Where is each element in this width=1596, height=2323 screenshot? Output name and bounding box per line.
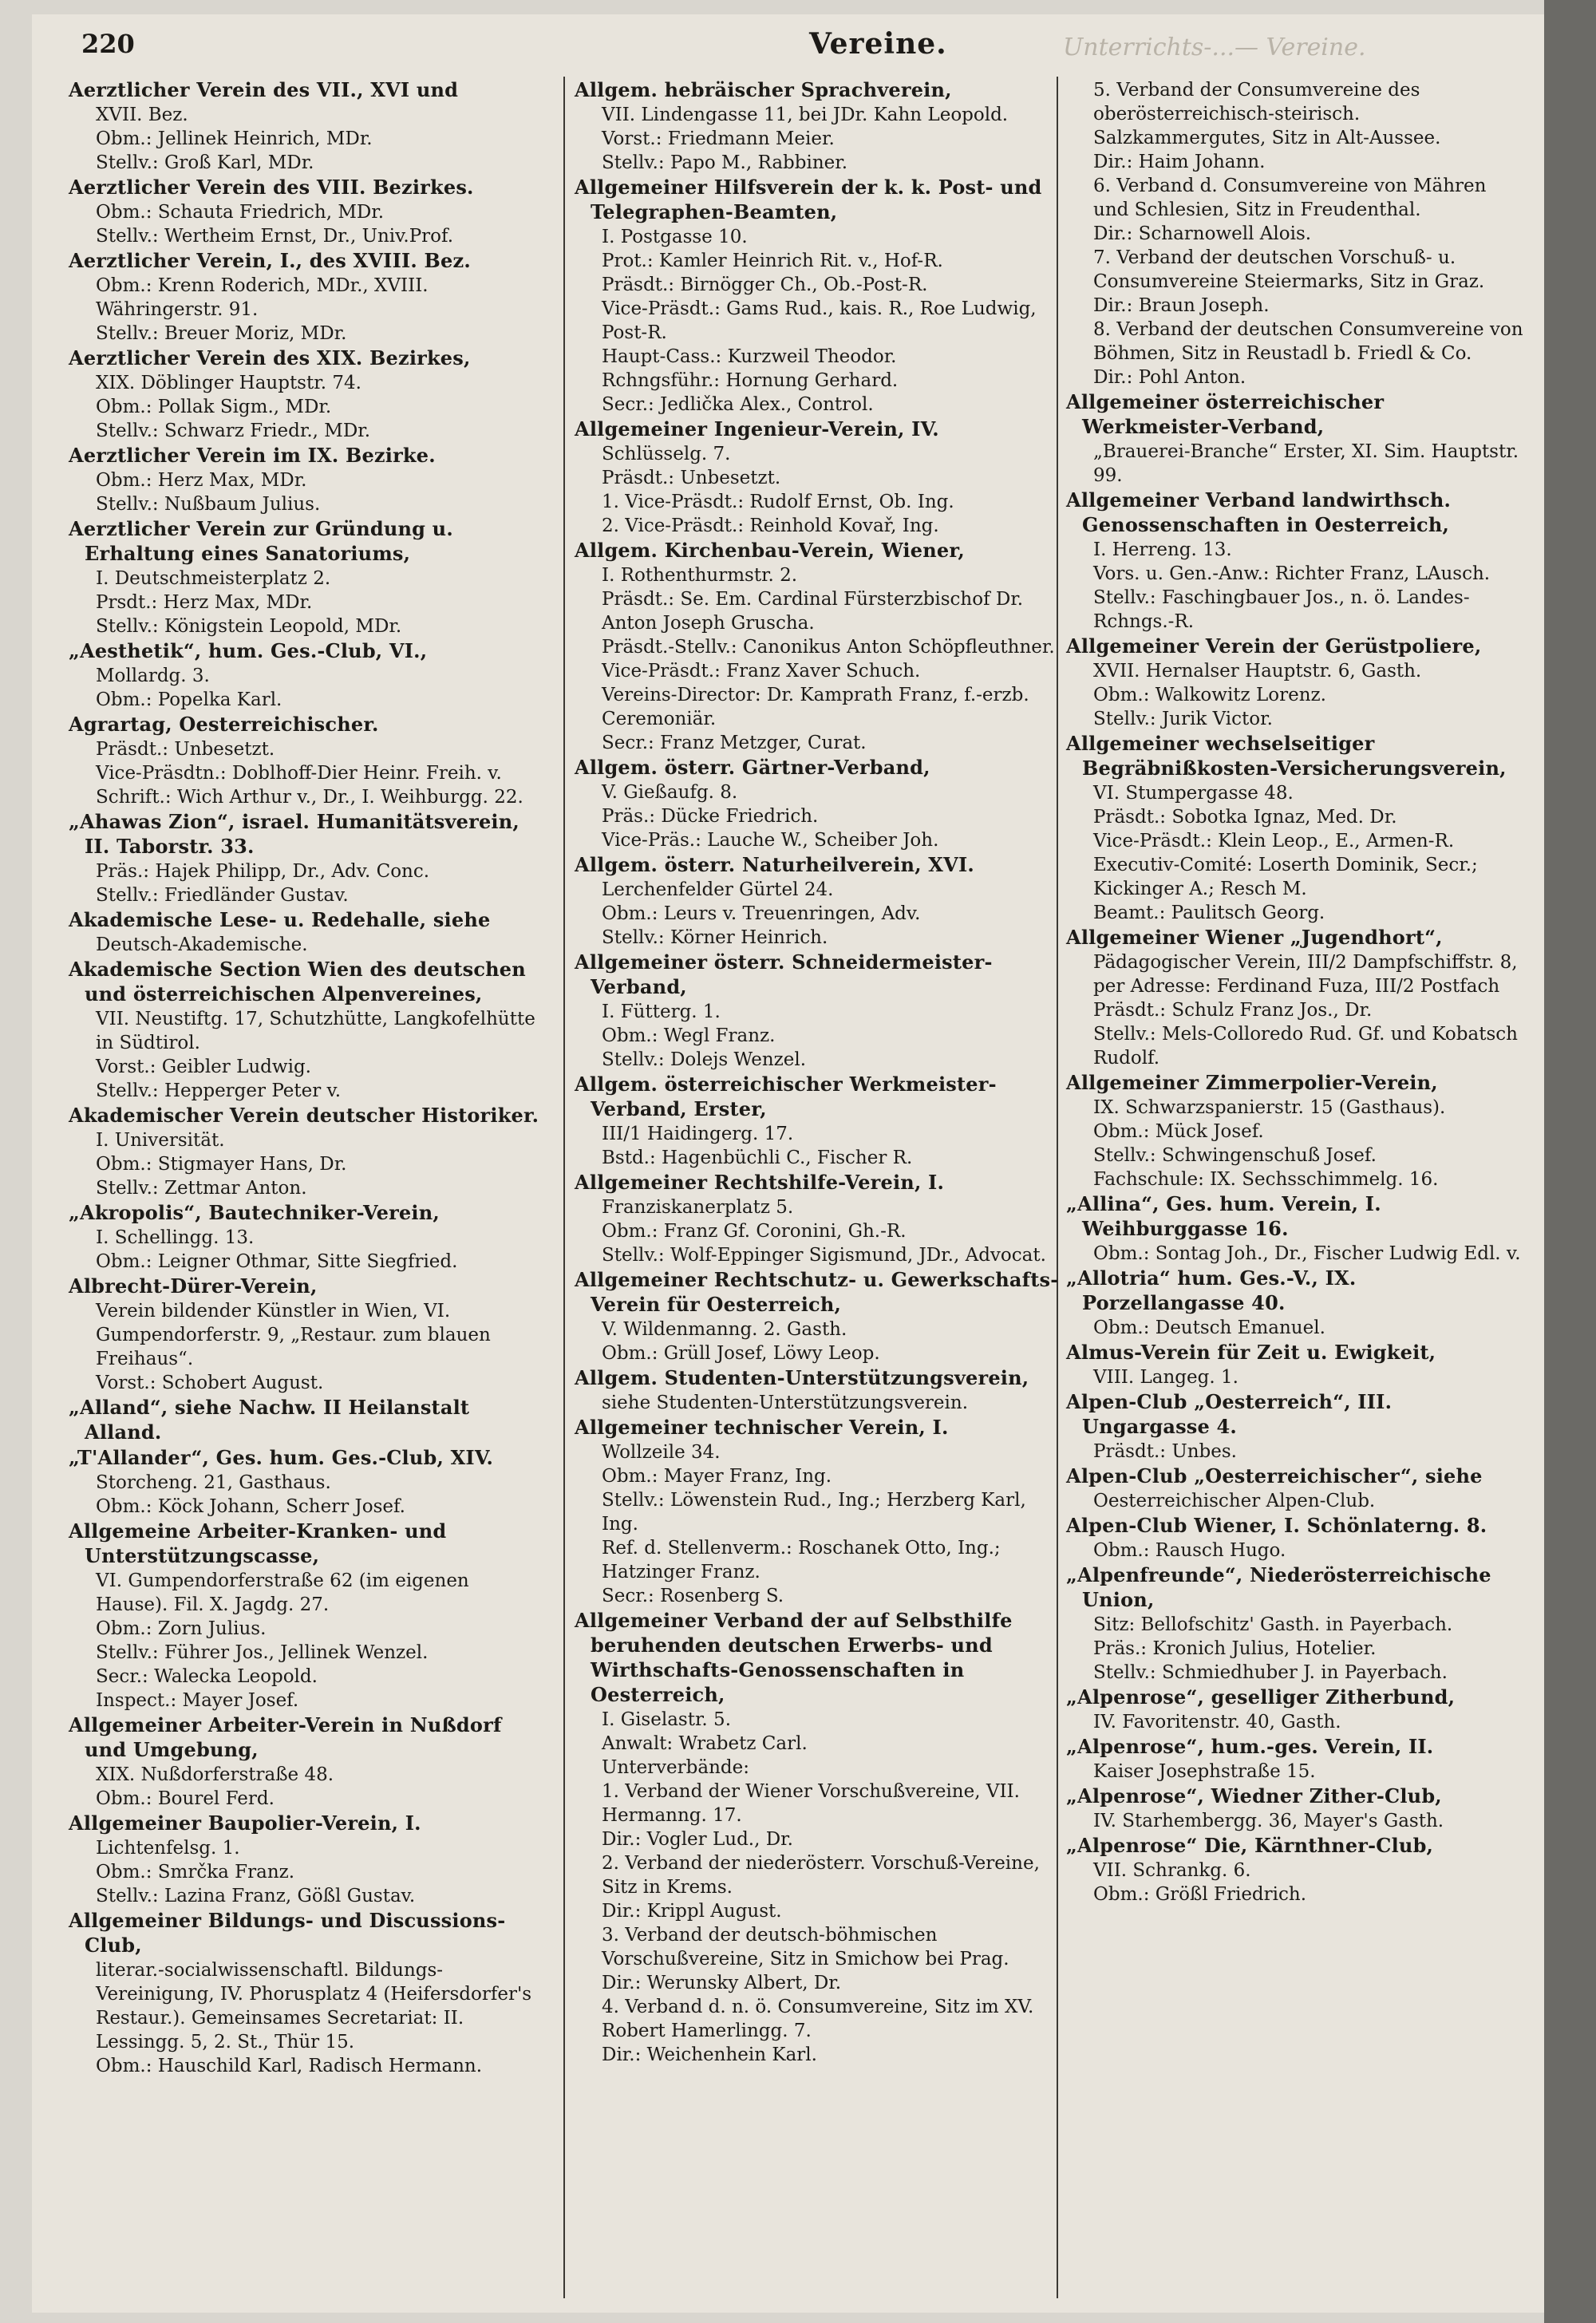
entry-line: Präs.: Kronich Julius, Hotelier.: [1093, 1638, 1377, 1659]
entry-line: Stellv.: Friedländer Gustav.: [96, 885, 349, 906]
entry-line: 2. Vice-Präsdt.: Reinhold Kovař, Ing.: [602, 516, 939, 536]
entry-line: Verein bildender Künstler in Wien, VI. Gumpendorferstr. 9, „Restaur. zum blauen Freihaus“.: [96, 1301, 491, 1369]
entry-line: Stellv.: Breuer Moriz, MDr.: [96, 323, 347, 344]
entry-line: Obm.: Herz Max, MDr.: [96, 470, 307, 491]
entry-heading: Aerztlicher Verein des VIII. Bezirkes.: [69, 176, 474, 199]
entry-heading: „Allina“, Ges. hum. Verein, I. Weihburggasse 16.: [1066, 1192, 1381, 1240]
entry-line: 1. Vice-Präsdt.: Rudolf Ernst, Ob. Ing.: [602, 492, 954, 512]
directory-entry: [575, 176, 1060, 417]
entry-line: V. Gießaufg. 8.: [602, 782, 738, 803]
entry-line: Vorst.: Schobert August.: [96, 1373, 324, 1393]
entry-line: Lerchenfelder Gürtel 24.: [602, 879, 834, 900]
entry-line: Präsdt.: Unbes.: [1093, 1441, 1237, 1462]
entry-line: XIX. Nußdorferstraße 48.: [96, 1764, 334, 1785]
entry-line: V. Wildenmanng. 2. Gasth.: [602, 1319, 847, 1340]
entry-heading: „Aesthetik“, hum. Ges.-Club, VI.,: [69, 639, 428, 662]
entry-line: Stellv.: Wertheim Ernst, Dr., Univ.Prof.: [96, 226, 454, 247]
directory-entry: [69, 1274, 546, 1395]
column-divider: [563, 77, 565, 2298]
entry-line: Obm.: Schauta Friedrich, MDr.: [96, 202, 385, 223]
entry-line: Prot.: Kamler Heinrich Rit. v., Hof-R.: [602, 251, 943, 271]
entry-line: Secr.: Franz Metzger, Curat.: [602, 733, 867, 753]
entry-line: Dir.: Weichenhein Karl.: [602, 2044, 817, 2065]
entry-heading: Agrartag, Oesterreichischer.: [69, 713, 379, 736]
entry-line: VII. Lindengasse 11, bei JDr. Kahn Leopold.: [602, 105, 1009, 125]
entry-line: Stellv.: Jurik Victor.: [1093, 709, 1273, 729]
directory-entry: [575, 1416, 1060, 1608]
entry-line: Stellv.: Faschingbauer Jos., n. ö. Landes-Rchngs.-R.: [1093, 587, 1470, 632]
entry-heading: Akademische Section Wien des deutschen und österreichischen Alpenvereines,: [69, 958, 526, 1005]
entry-line: Präsdt.-Stellv.: Canonikus Anton Schöpfleuthner.: [602, 637, 1055, 658]
entry-line: 2. Verband der niederösterr. Vorschuß-Vereine, Sitz in Krems.: [602, 1853, 1040, 1898]
entry-line: Obm.: Franz Gf. Coronini, Gh.-R.: [602, 1221, 907, 1242]
entry-line: Ref. d. Stellenverm.: Roschanek Otto, Ing.; Hatzinger Franz.: [602, 1538, 1001, 1582]
entry-line: Vice-Präsdt.: Klein Leop., E., Armen-R.: [1093, 831, 1455, 851]
entry-heading: Albrecht-Dürer-Verein,: [69, 1274, 318, 1298]
page-title: Vereine.: [809, 27, 947, 61]
directory-entry: [69, 958, 546, 1103]
entry-line: Storcheng. 21, Gasthaus.: [96, 1472, 331, 1493]
entry-heading: Allgemeiner technischer Verein, I.: [575, 1416, 949, 1439]
directory-entry: [1066, 78, 1525, 389]
entry-heading: Allgem. Studenten-Unterstützungsverein,: [575, 1366, 1029, 1389]
entry-heading: Allgemeiner Verband der auf Selbsthilfe beruhenden deutschen Erwerbs- und Wirthschafts-Genossenschaften in Oesterreich,: [575, 1609, 1013, 1706]
entry-line: Vice-Präsdt.: Franz Xaver Schuch.: [602, 661, 921, 681]
entry-line: I. Schellingg. 13.: [96, 1227, 255, 1248]
directory-entry: [575, 1171, 1060, 1267]
bleed-through-text: Unterrichts-...— Vereine.: [1063, 34, 1366, 61]
entry-line: Vice-Präsdt.: Gams Rud., kais. R., Roe Ludwig, Post-R.: [602, 298, 1037, 343]
entry-heading: Allgem. hebräischer Sprachverein,: [575, 78, 952, 101]
entry-line: I. Deutschmeisterplatz 2.: [96, 568, 331, 589]
entry-line: Obm.: Größl Friedrich.: [1093, 1884, 1307, 1905]
entry-line: I. Universität.: [96, 1130, 225, 1151]
directory-entry: [69, 1713, 546, 1811]
entry-line: Vorst.: Geibler Ludwig.: [96, 1057, 311, 1077]
entry-line: Präsdt.: Sobotka Ignaz, Med. Dr.: [1093, 807, 1397, 828]
entry-line: Stellv.: Wolf-Eppinger Sigismund, JDr., Advocat.: [602, 1245, 1046, 1266]
column-right: [1066, 78, 1525, 2307]
directory-entry: [69, 639, 546, 712]
entry-line: Vereins-Director: Dr. Kamprath Franz, f.-erzb. Ceremoniär.: [602, 685, 1029, 729]
entry-line: XVII. Bez.: [96, 105, 188, 125]
directory-entry: [1066, 634, 1525, 731]
entry-line: Präsdt.: Unbesetzt.: [96, 739, 275, 760]
entry-line: Obm.: Pollak Sigm., MDr.: [96, 397, 332, 417]
entry-heading: Allgemeiner österr. Schneidermeister-Verband,: [575, 950, 993, 998]
entry-line: Vors. u. Gen.-Anw.: Richter Franz, LAusch.: [1093, 563, 1491, 584]
directory-entry: [575, 1366, 1060, 1415]
entry-line: 6. Verband d. Consumvereine von Mähren und Schlesien, Sitz in Freudenthal.: [1093, 176, 1487, 220]
entry-line: Stellv.: Schmiedhuber J. in Payerbach.: [1093, 1662, 1448, 1683]
entry-line: Präsdt.: Schulz Franz Jos., Dr.: [1093, 1000, 1373, 1021]
directory-entry: [69, 517, 546, 638]
directory-entry: [69, 444, 546, 516]
directory-entry: [1066, 1266, 1525, 1340]
directory-entry: [69, 1396, 546, 1445]
entry-heading: Allgemeiner Baupolier-Verein, I.: [69, 1811, 421, 1835]
entry-heading: Allgemeiner Rechtschutz- u. Gewerkschafts-Verein für Oesterreich,: [575, 1268, 1059, 1316]
entry-line: Obm.: Rausch Hugo.: [1093, 1540, 1286, 1561]
entry-heading: Allgemeiner Wiener „Jugendhort“,: [1066, 926, 1443, 949]
entry-line: Obm.: Wegl Franz.: [602, 1025, 776, 1046]
directory-entry: [69, 1446, 546, 1519]
entry-line: literar.-socialwissenschaftl. Bildungs-Vereinigung, IV. Phorusplatz 4 (Heifersdorfer's Restaur.). Gemeinsames Secretariat: II. Lessingg. 5, 2. St., Thür 15.: [96, 1960, 532, 2052]
entry-heading: Alpen-Club „Oesterreich“, III. Ungargasse 4.: [1066, 1390, 1393, 1438]
entry-line: Präsdt.: Birnögger Ch., Ob.-Post-R.: [602, 275, 928, 295]
directory-entry: [575, 950, 1060, 1072]
directory-entry: [1066, 1735, 1525, 1784]
entry-line: Obm.: Hauschild Karl, Radisch Hermann.: [96, 2056, 483, 2076]
entry-heading: „Alpenrose“ Die, Kärnthner-Club,: [1066, 1834, 1434, 1857]
entry-line: VI. Gumpendorferstraße 62 (im eigenen Hause). Fil. X. Jagdg. 27.: [96, 1570, 469, 1615]
entry-line: Obm.: Jellinek Heinrich, MDr.: [96, 128, 373, 149]
entry-line: VII. Neustiftg. 17, Schutzhütte, Langkofelhütte in Südtirol.: [96, 1009, 535, 1053]
directory-entry: [69, 1909, 546, 2078]
entry-line: Franziskanerplatz 5.: [602, 1197, 794, 1218]
entry-line: Fachschule: IX. Sechsschimmelg. 16.: [1093, 1169, 1439, 1190]
entry-line: Mollardg. 3.: [96, 666, 210, 686]
directory-entry: [69, 78, 546, 175]
entry-line: Präsdt.: Se. Em. Cardinal Fürsterzbischof Dr. Anton Joseph Gruscha.: [602, 589, 1024, 634]
directory-entry: [1066, 1784, 1525, 1833]
entry-heading: „Alpenrose“, hum.-ges. Verein, II.: [1066, 1735, 1434, 1758]
directory-entry: [1066, 1514, 1525, 1562]
entry-heading: Allgem. österr. Gärtner-Verband,: [575, 756, 930, 779]
entry-heading: „Alland“, siehe Nachw. II Heilanstalt Alland.: [69, 1396, 470, 1444]
directory-entry: [1066, 1834, 1525, 1906]
entry-line: Präs.: Hajek Philipp, Dr., Adv. Conc.: [96, 861, 430, 882]
entry-line: 5. Verband der Consumvereine des oberösterreichisch-steirisch. Salzkammergutes, Sitz in Alt-Aussee.: [1093, 80, 1441, 148]
directory-entry: [1066, 390, 1525, 488]
entry-line: Stellv.: Löwenstein Rud., Ing.; Herzberg Karl, Ing.: [602, 1490, 1026, 1535]
entry-line: Obm.: Deutsch Emanuel.: [1093, 1318, 1325, 1338]
entry-line: Obm.: Krenn Roderich, MDr., XVIII. Währingerstr. 91.: [96, 275, 429, 320]
directory-entry: [1066, 488, 1525, 634]
directory-entry: [69, 1201, 546, 1274]
entry-line: Obm.: Köck Johann, Scherr Josef.: [96, 1496, 405, 1517]
entry-line: Obm.: Grüll Josef, Löwy Leop.: [602, 1343, 880, 1364]
directory-entry: [1066, 732, 1525, 925]
entry-line: Bstd.: Hagenbüchli C., Fischer R.: [602, 1148, 913, 1168]
entry-line: Executiv-Comité: Loserth Dominik, Secr.; Kickinger A.; Resch M.: [1093, 855, 1478, 899]
entry-heading: Allgemeiner Zimmerpolier-Verein,: [1066, 1071, 1438, 1094]
directory-entry: [1066, 1341, 1525, 1389]
directory-entry: [1066, 1563, 1525, 1685]
entry-heading: Allgem. österr. Naturheilverein, XVI.: [575, 853, 974, 876]
entry-line: Sitz: Bellofschitz' Gasth. in Payerbach.: [1093, 1614, 1453, 1635]
entry-line: Stellv.: Königstein Leopold, MDr.: [96, 616, 402, 637]
entry-heading: Allgemeiner wechselseitiger Begräbnißkosten-Versicherungsverein,: [1066, 732, 1507, 780]
entry-line: Pädagogischer Verein, III/2 Dampfschiffstr. 8, per Adresse: Ferdinand Fuza, III/2 Postfach: [1093, 952, 1518, 997]
entry-heading: Aerztlicher Verein im IX. Bezirke.: [69, 444, 436, 467]
entry-line: 4. Verband d. n. ö. Consumvereine, Sitz im XV. Robert Hamerlingg. 7.: [602, 1997, 1034, 2041]
entry-heading: Akademische Lese- u. Redehalle, siehe: [69, 908, 491, 931]
entry-line: Kaiser Josephstraße 15.: [1093, 1761, 1316, 1782]
entry-heading: „Alpenrose“, geselliger Zitherbund,: [1066, 1685, 1456, 1709]
entry-heading: Aerztlicher Verein zur Gründung u. Erhaltung eines Sanatoriums,: [69, 517, 453, 565]
entry-line: 3. Verband der deutsch-böhmischen Vorschußvereine, Sitz in Smichow bei Prag.: [602, 1925, 1009, 1969]
directory-entry: [1066, 1192, 1525, 1266]
entry-line: Obm.: Bourel Ferd.: [96, 1788, 275, 1809]
entry-line: Stellv.: Hepperger Peter v.: [96, 1081, 342, 1101]
entry-line: 7. Verband der deutschen Vorschuß- u. Consumvereine Steiermarks, Sitz in Graz.: [1093, 247, 1485, 292]
entry-line: Stellv.: Schwarz Friedr., MDr.: [96, 421, 371, 441]
entry-heading: „Alpenfreunde“, Niederösterreichische Union,: [1066, 1563, 1491, 1611]
entry-heading: Allgemeiner Verband landwirthsch. Genossenschaften in Oesterreich,: [1066, 488, 1452, 536]
entry-line: Stellv.: Papo M., Rabbiner.: [602, 152, 848, 173]
entry-line: Präs.: Dücke Friedrich.: [602, 806, 819, 827]
entry-heading: Allgemeiner Hilfsverein der k. k. Post- und Telegraphen-Beamten,: [575, 176, 1042, 223]
entry-line: Stellv.: Körner Heinrich.: [602, 927, 828, 948]
entry-heading: Alpen-Club Wiener, I. Schönlaterng. 8.: [1066, 1514, 1487, 1537]
page-edge-shadow: [1544, 0, 1596, 2323]
entry-line: Präsdt.: Unbesetzt.: [602, 468, 781, 488]
entry-line: Obm.: Smrčka Franz.: [96, 1862, 295, 1882]
entry-line: Obm.: Zorn Julius.: [96, 1618, 267, 1639]
entry-line: Vice-Präsdtn.: Doblhoff-Dier Heinr. Freih. v.: [96, 763, 502, 784]
directory-entry: [1066, 1464, 1525, 1513]
directory-entry: [69, 1519, 546, 1713]
entry-line: Dir.: Vogler Lud., Dr.: [602, 1829, 793, 1850]
directory-entry: [69, 176, 546, 248]
entry-heading: Allgemeiner Ingenieur-Verein, IV.: [575, 417, 939, 441]
directory-entry: [1066, 1685, 1525, 1734]
entry-heading: „Akropolis“, Bautechniker-Verein,: [69, 1201, 440, 1224]
entry-heading: „Alpenrose“, Wiedner Zither-Club,: [1066, 1784, 1442, 1807]
entry-line: Obm.: Popelka Karl.: [96, 689, 282, 710]
directory-entry: [69, 249, 546, 346]
entry-line: Obm.: Stigmayer Hans, Dr.: [96, 1154, 347, 1175]
page-header: [73, 29, 1542, 77]
entry-line: Inspect.: Mayer Josef.: [96, 1690, 299, 1711]
entry-line: I. Fütterg. 1.: [602, 1001, 721, 1022]
directory-entry: [69, 346, 546, 443]
directory-entry: [1066, 1071, 1525, 1191]
entry-heading: Allgem. österreichischer Werkmeister-Verband, Erster,: [575, 1073, 997, 1120]
entry-line: I. Postgasse 10.: [602, 227, 748, 247]
directory-entry: [575, 1609, 1060, 2067]
directory-entry: [69, 810, 546, 907]
entry-line: Secr.: Rosenberg S.: [602, 1586, 784, 1606]
entry-line: IV. Starhembergg. 36, Mayer's Gasth.: [1093, 1811, 1444, 1831]
directory-entry: [575, 417, 1060, 538]
entry-line: Stellv.: Groß Karl, MDr.: [96, 152, 314, 173]
entry-heading: „Allotria“ hum. Ges.-V., IX. Porzellangasse 40.: [1066, 1266, 1357, 1314]
entry-line: Lichtenfelsg. 1.: [96, 1838, 240, 1859]
entry-line: Secr.: Walecka Leopold.: [96, 1666, 318, 1687]
entry-heading: Allgemeiner österreichischer Werkmeister-Verband,: [1066, 390, 1385, 438]
entry-line: 1. Verband der Wiener Vorschußvereine, VII. Hermanng. 17.: [602, 1781, 1020, 1826]
entry-line: Stellv.: Lazina Franz, Gößl Gustav.: [96, 1886, 416, 1906]
entry-heading: Alpen-Club „Oesterreichischer“, siehe: [1066, 1464, 1483, 1487]
entry-line: Obm.: Leigner Othmar, Sitte Siegfried.: [96, 1251, 458, 1272]
column-middle: [575, 78, 1060, 2307]
entry-line: Obm.: Leurs v. Treuenringen, Adv.: [602, 903, 921, 924]
entry-line: Dir.: Werunsky Albert, Dr.: [602, 1973, 842, 1993]
entry-line: Obm.: Sontag Joh., Dr., Fischer Ludwig Edl. v.: [1093, 1243, 1521, 1264]
entry-line: I. Herreng. 13.: [1093, 539, 1232, 560]
entry-line: Stellv.: Nußbaum Julius.: [96, 494, 321, 515]
entry-heading: Aerztlicher Verein des XIX. Bezirkes,: [69, 346, 471, 369]
entry-line: Rchngsführ.: Hornung Gerhard.: [602, 370, 899, 391]
entry-line: „Brauerei-Branche“ Erster, XI. Sim. Hauptstr. 99.: [1093, 441, 1519, 486]
entry-line: Secr.: Jedlička Alex., Control.: [602, 394, 874, 415]
column-left: [69, 78, 546, 2307]
directory-entry: [69, 908, 546, 957]
entry-line: Stellv.: Schwingenschuß Josef.: [1093, 1145, 1377, 1166]
entry-line: Beamt.: Paulitsch Georg.: [1093, 903, 1325, 923]
entry-line: Dir.: Haim Johann.: [1093, 152, 1266, 172]
entry-heading: Allgemeiner Verein der Gerüstpoliere,: [1066, 634, 1482, 658]
directory-entry: [1066, 1390, 1525, 1464]
entry-heading: „T'Allander“, Ges. hum. Ges.-Club, XIV.: [69, 1446, 494, 1469]
entry-line: Oesterreichischer Alpen-Club.: [1093, 1491, 1376, 1511]
page-number: 220: [81, 29, 135, 59]
entry-line: Schrift.: Wich Arthur v., Dr., I. Weihburgg. 22.: [96, 787, 523, 808]
entry-line: XIX. Döblinger Hauptstr. 74.: [96, 373, 361, 393]
entry-line: I. Giselastr. 5.: [602, 1709, 731, 1730]
entry-heading: Almus-Verein für Zeit u. Ewigkeit,: [1066, 1341, 1436, 1364]
directory-entry: [575, 756, 1060, 852]
entry-line: Unterverbände:: [602, 1757, 749, 1778]
entry-heading: „Ahawas Zion“, israel. Humanitätsverein, II. Taborstr. 33.: [69, 810, 519, 858]
entry-line: Dir.: Krippl August.: [602, 1901, 782, 1922]
entry-heading: Allgemeine Arbeiter-Kranken- und Unterstützungscasse,: [69, 1519, 447, 1567]
entry-line: Stellv.: Zettmar Anton.: [96, 1178, 307, 1199]
entry-line: VI. Stumpergasse 48.: [1093, 783, 1294, 804]
entry-heading: Allgemeiner Bildungs- und Discussions-Club,: [69, 1909, 506, 1957]
entry-line: Dir.: Scharnowell Alois.: [1093, 223, 1312, 244]
entry-line: Stellv.: Mels-Colloredo Rud. Gf. und Kobatsch Rudolf.: [1093, 1024, 1518, 1069]
entry-line: Stellv.: Dolejs Wenzel.: [602, 1049, 807, 1070]
entry-heading: Aerztlicher Verein, I., des XVIII. Bez.: [69, 249, 471, 272]
entry-line: Prsdt.: Herz Max, MDr.: [96, 592, 313, 613]
entry-line: Anwalt: Wrabetz Carl.: [602, 1733, 808, 1754]
entry-line: Deutsch-Akademische.: [96, 934, 308, 955]
entry-line: IX. Schwarzspanierstr. 15 (Gasthaus).: [1093, 1097, 1446, 1118]
entry-line: VII. Schrankg. 6.: [1093, 1860, 1251, 1881]
entry-line: Schlüsselg. 7.: [602, 444, 731, 464]
entry-heading: Allgem. Kirchenbau-Verein, Wiener,: [575, 539, 965, 562]
directory-entry: [575, 1073, 1060, 1170]
entry-line: Vorst.: Friedmann Meier.: [602, 128, 835, 149]
directory-entry: [575, 1268, 1060, 1365]
directory-entry: [69, 1104, 546, 1200]
directory-entry: [69, 713, 546, 809]
entry-line: Haupt-Cass.: Kurzweil Theodor.: [602, 346, 897, 367]
entry-line: XVII. Hernalser Hauptstr. 6, Gasth.: [1093, 661, 1422, 681]
entry-line: Wollzeile 34.: [602, 1442, 721, 1463]
entry-heading: Allgemeiner Rechtshilfe-Verein, I.: [575, 1171, 945, 1194]
entry-line: III/1 Haidingerg. 17.: [602, 1124, 794, 1144]
directory-entry: [1066, 926, 1525, 1070]
entry-line: Obm.: Walkowitz Lorenz.: [1093, 685, 1326, 705]
entry-line: Obm.: Mück Josef.: [1093, 1121, 1264, 1142]
entry-line: IV. Favoritenstr. 40, Gasth.: [1093, 1712, 1341, 1732]
entry-line: Dir.: Braun Joseph.: [1093, 295, 1270, 316]
directory-entry: [575, 853, 1060, 950]
entry-line: Stellv.: Führer Jos., Jellinek Wenzel.: [96, 1642, 429, 1663]
entry-line: siehe Studenten-Unterstützungsverein.: [602, 1393, 969, 1413]
entry-line: Obm.: Mayer Franz, Ing.: [602, 1466, 832, 1487]
entry-line: 8. Verband der deutschen Consumvereine von Böhmen, Sitz in Reustadl b. Friedl & Co.: [1093, 319, 1523, 364]
directory-entry: [575, 78, 1060, 175]
entry-heading: Akademischer Verein deutscher Historiker.: [69, 1104, 539, 1127]
entry-line: Vice-Präs.: Lauche W., Scheiber Joh.: [602, 830, 939, 851]
directory-entry: [69, 1811, 546, 1908]
entry-line: I. Rothenthurmstr. 2.: [602, 565, 798, 586]
entry-heading: Allgemeiner Arbeiter-Verein in Nußdorf und Umgebung,: [69, 1713, 502, 1761]
directory-entry: [575, 539, 1060, 755]
entry-line: VIII. Langeg. 1.: [1093, 1367, 1238, 1388]
entry-line: Dir.: Pohl Anton.: [1093, 367, 1246, 388]
entry-heading: Aerztlicher Verein des VII., XVI und: [69, 78, 459, 101]
